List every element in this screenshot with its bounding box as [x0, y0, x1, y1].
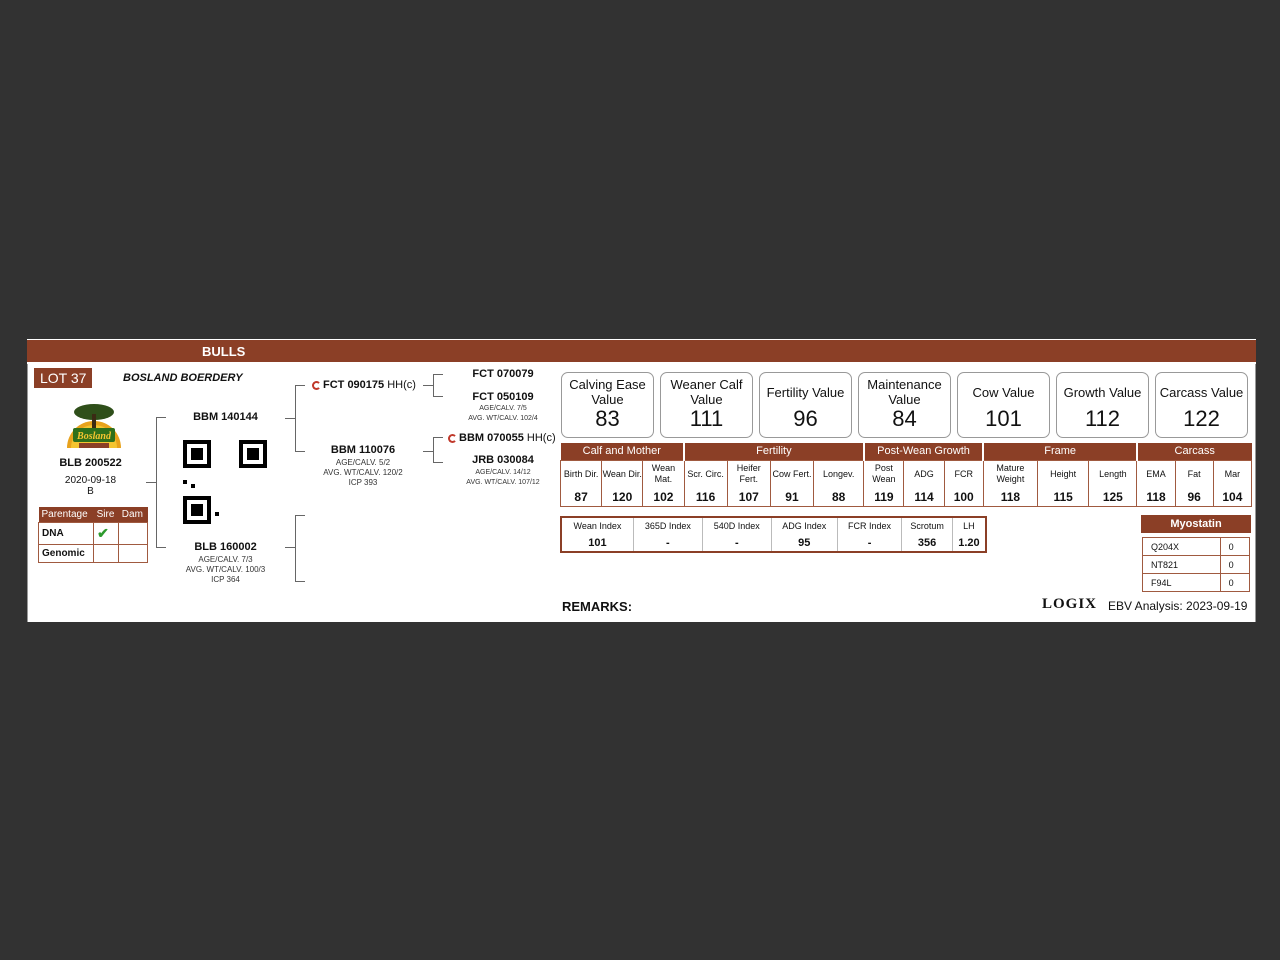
- ebv-trait-value: 120: [602, 488, 643, 506]
- value-box-weaner-calf: Weaner Calf Value 111: [660, 372, 753, 438]
- ssd-avg-wt: AVG. WT/CALV. 102/4: [468, 415, 538, 422]
- index-value: -: [633, 534, 702, 552]
- ebv-trait-value: 118: [1137, 488, 1175, 506]
- dam-reg: BLB 160002: [194, 541, 257, 553]
- ebv-table: [560, 443, 1252, 507]
- value-box-cow: Cow Value 101: [957, 372, 1050, 438]
- genomic-sire: [94, 545, 119, 563]
- myo-value: 0: [1220, 538, 1249, 556]
- ebv-trait-label: Post Wean: [864, 460, 904, 488]
- ebv-trait-label: Longev.: [814, 460, 864, 488]
- ebv-trait-value: 87: [561, 488, 602, 506]
- myo-value: 0: [1220, 574, 1249, 592]
- myo-label: F94L: [1143, 574, 1221, 592]
- genomic-dam: [119, 545, 148, 563]
- animal-reg: BLB 200522: [59, 457, 122, 469]
- value-box-fertility: Fertility Value 96: [759, 372, 852, 438]
- sire-dam-sire: [448, 432, 556, 444]
- ssd-reg: FCT 050109: [472, 391, 534, 403]
- parentage-header: Parentage: [39, 507, 94, 523]
- ebv-trait-label: EMA: [1137, 460, 1175, 488]
- sire-sire-tag: HH(c): [387, 379, 416, 391]
- dna-dam: [119, 523, 148, 545]
- index-value: 356: [902, 534, 953, 552]
- hh-status-icon: [312, 381, 321, 390]
- sss-reg: FCT 070079: [472, 368, 534, 380]
- ebv-trait-value: 115: [1038, 488, 1089, 506]
- brand-logo: LOGIX: [1042, 596, 1098, 612]
- parentage-table: [38, 507, 148, 563]
- group-frame: Frame: [983, 443, 1137, 460]
- ebv-trait-value: 104: [1213, 488, 1251, 506]
- lot-badge: LOT 37: [34, 368, 92, 388]
- ebv-trait-value: 107: [727, 488, 770, 506]
- dam-age-calv: AGE/CALV. 7/3: [198, 555, 253, 564]
- index-value: 101: [561, 534, 633, 552]
- remarks-label: REMARKS:: [562, 599, 633, 614]
- ebv-trait-label: Scr. Circ.: [684, 460, 727, 488]
- breeder-name: BOSLAND BOERDERY: [123, 372, 243, 384]
- sdd-reg: JRB 030084: [472, 454, 534, 466]
- animal-grade: B: [87, 486, 94, 497]
- group-carcass: Carcass: [1137, 443, 1252, 460]
- ebv-trait-value: 102: [643, 488, 684, 506]
- ebv-trait-label: Height: [1038, 460, 1089, 488]
- ebv-trait-value: 118: [983, 488, 1037, 506]
- ebv-trait-value: 96: [1175, 488, 1213, 506]
- ebv-trait-value: 114: [904, 488, 944, 506]
- ebv-trait-label: Wean Dir.: [602, 460, 643, 488]
- sds-tag: HH(c): [526, 432, 556, 444]
- index-label: Scrotum: [902, 517, 953, 534]
- dam-avg-wt: AVG. WT/CALV. 100/3: [185, 565, 266, 574]
- hh-status-icon: [448, 434, 457, 443]
- dna-sire-check: ✔: [94, 523, 119, 545]
- myostatin-title: Myostatin: [1141, 515, 1251, 533]
- value-box-growth: Growth Value 112: [1056, 372, 1149, 438]
- sds-reg: BBM 070055: [459, 432, 524, 444]
- dna-label: DNA: [39, 523, 94, 545]
- ebv-trait-value: 125: [1089, 488, 1137, 506]
- sire-header: Sire: [94, 507, 119, 523]
- breeder-logo: [65, 398, 123, 450]
- index-value: 95: [771, 534, 837, 552]
- value-box-calving-ease: Calving Ease Value 83: [561, 372, 654, 438]
- category-title: BULLS: [202, 344, 246, 359]
- ebv-trait-label: Wean Mat.: [643, 460, 684, 488]
- myo-label: NT821: [1143, 556, 1221, 574]
- index-label: LH: [952, 517, 986, 534]
- ebv-trait-label: Birth Dir.: [561, 460, 602, 488]
- ebv-trait-value: 88: [814, 488, 864, 506]
- sire-dam-icp: ICP 393: [348, 478, 378, 487]
- index-table: [560, 516, 987, 553]
- index-label: FCR Index: [837, 517, 902, 534]
- group-calf-mother: Calf and Mother: [561, 443, 685, 460]
- ebv-trait-value: 91: [770, 488, 813, 506]
- value-box-maintenance: Maintenance Value 84: [858, 372, 951, 438]
- card-body: [27, 364, 1256, 622]
- sire-reg: BBM 140144: [193, 411, 258, 423]
- ebv-trait-label: Length: [1089, 460, 1137, 488]
- index-value: -: [702, 534, 771, 552]
- ebv-trait-label: ADG: [904, 460, 944, 488]
- sire-sire: [312, 379, 416, 391]
- category-banner: [27, 340, 1256, 362]
- ssd-age-calv: AGE/CALV. 7/5: [479, 405, 527, 412]
- sire-dam-reg: BBM 110076: [330, 444, 396, 456]
- qr-code[interactable]: [183, 440, 267, 524]
- myo-value: 0: [1220, 556, 1249, 574]
- dam-header: Dam: [119, 507, 148, 523]
- value-box-carcass: Carcass Value 122: [1155, 372, 1248, 438]
- sire-sire-reg: FCT 090175: [323, 379, 385, 391]
- sire-dam-avg-wt: AVG. WT/CALV. 120/2: [323, 468, 403, 477]
- index-value: 1.20: [952, 534, 986, 552]
- animal-dob: 2020-09-18: [64, 475, 117, 486]
- ebv-trait-value: 119: [864, 488, 904, 506]
- index-label: 365D Index: [633, 517, 702, 534]
- ebv-trait-label: Mar: [1213, 460, 1251, 488]
- genomic-label: Genomic: [39, 545, 94, 563]
- ebv-trait-label: Cow Fert.: [770, 460, 813, 488]
- sdd-avg-wt: AVG. WT/CALV. 107/12: [466, 479, 540, 486]
- index-value: -: [837, 534, 902, 552]
- index-label: 540D Index: [702, 517, 771, 534]
- lot-card: [27, 339, 1256, 622]
- ebv-trait-value: 100: [944, 488, 983, 506]
- myostatin-table: [1142, 537, 1250, 592]
- analysis-date: EBV Analysis: 2023-09-19: [1108, 599, 1248, 613]
- group-fertility: Fertility: [684, 443, 864, 460]
- ebv-trait-label: FCR: [944, 460, 983, 488]
- ebv-trait-label: Heifer Fert.: [727, 460, 770, 488]
- sdd-age-calv: AGE/CALV. 14/12: [475, 469, 531, 476]
- svg-text:Bosland: Bosland: [77, 431, 111, 442]
- ebv-trait-value: 116: [684, 488, 727, 506]
- ebv-trait-label: Fat: [1175, 460, 1213, 488]
- sire-dam-age-calv: AGE/CALV. 5/2: [335, 458, 391, 467]
- ebv-trait-label: Mature Weight: [983, 460, 1037, 488]
- myostatin-panel: [1141, 515, 1251, 592]
- myo-label: Q204X: [1143, 538, 1221, 556]
- dam-icp: ICP 364: [211, 575, 240, 584]
- group-post-wean: Post-Wean Growth: [864, 443, 984, 460]
- index-label: ADG Index: [771, 517, 837, 534]
- index-label: Wean Index: [561, 517, 633, 534]
